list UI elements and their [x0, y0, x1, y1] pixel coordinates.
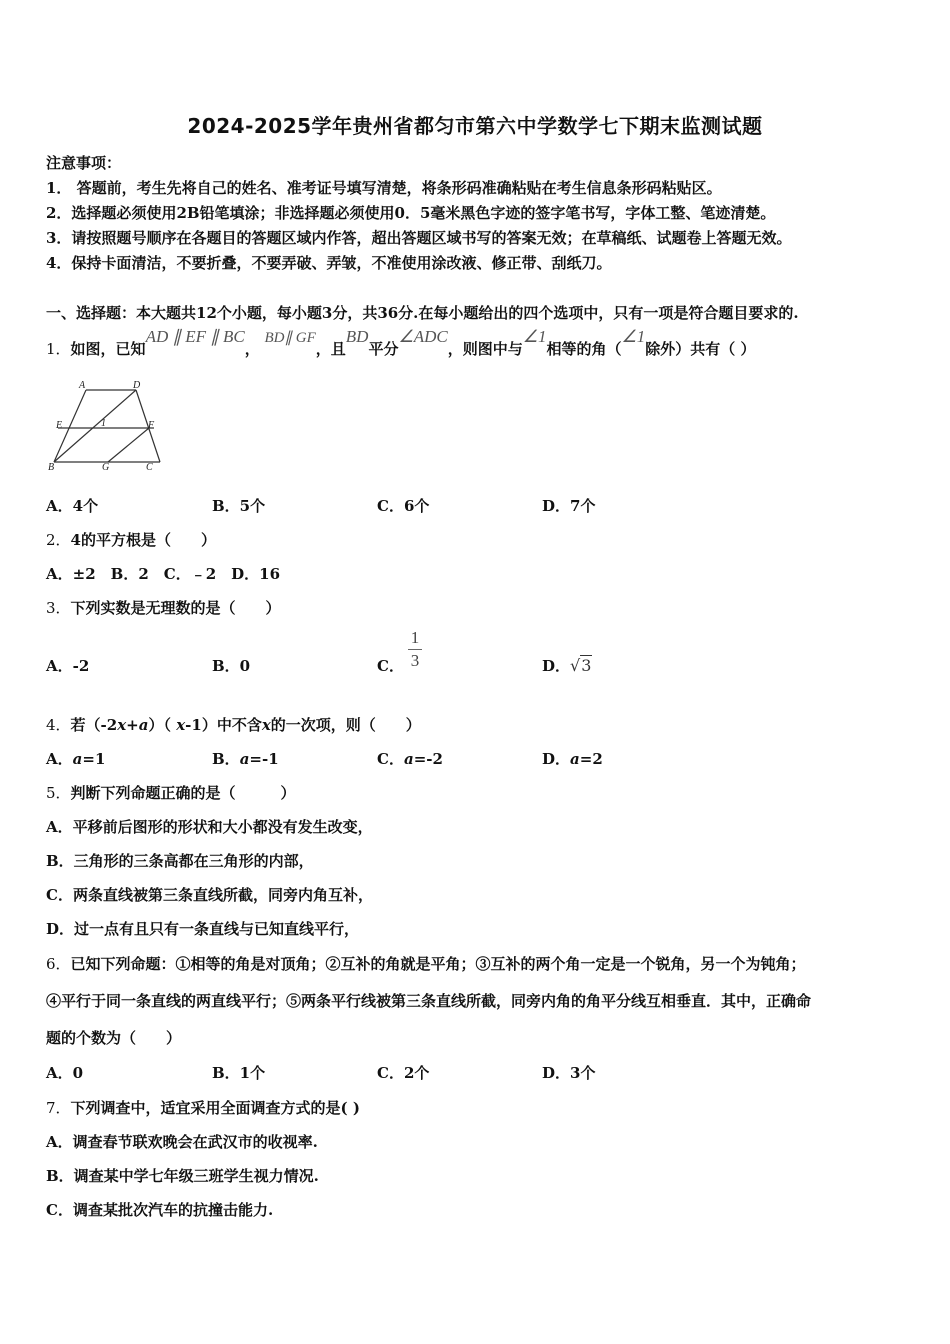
q2-options[interactable]: A．±2 B．2 C．﹣2 D．16 [46, 565, 281, 583]
note-item: 4．保持卡面清洁，不要折叠，不要弄破、弄皱，不准使用涂改液、修正带、刮纸刀。 [46, 254, 612, 272]
option-b[interactable]: B．调查某中学七年级三班学生视力情况. [46, 1167, 319, 1185]
variable: a [138, 716, 149, 734]
note-item: 1． 答题前，考生先将自己的姓名、准考证号填写清楚，将条形码准确粘贴在考生信息条形码粘贴区。 [46, 179, 722, 197]
section-heading: 一、选择题：本大题共12个小题，每小题3分，共36分.在每小题给出的四个选项中，只有一项是符合题目要求的. [46, 304, 799, 322]
option-c[interactable] [377, 748, 443, 769]
question-text: ）（ [148, 716, 177, 734]
notes-heading: 注意事项： [46, 154, 122, 172]
question-text: 的一次项，则（ ） [270, 716, 421, 734]
sqrt-radicand: 3 [581, 656, 592, 675]
math-expression: BD∥ GF [264, 330, 316, 346]
math-expression: ∠ADC [398, 327, 448, 346]
math-expression: AD ∥ EF ∥ BC [145, 327, 245, 346]
sqrt-expression: √3 [570, 656, 592, 675]
question-text: 4的平方根是（ ） [70, 531, 216, 549]
option-value: =-1 [249, 750, 279, 768]
option-d[interactable]: D．过一点有且只有一条直线与已知直线平行， [46, 920, 360, 938]
variable: a [403, 750, 414, 768]
label-g: G [102, 462, 110, 472]
note-item: 3．请按照题号顺序在各题目的答题区域内作答，超出答题区域书写的答案无效；在草稿纸、试题卷上答题无效。 [46, 229, 792, 247]
variable: a [570, 750, 580, 768]
segment-gf [108, 428, 149, 462]
math-expression: ∠1 [522, 327, 547, 346]
question-number: 1． [46, 340, 71, 358]
option-b[interactable]: B．1个 [212, 1064, 266, 1082]
option-b[interactable]: B．三角形的三条高都在三角形的内部， [46, 852, 314, 870]
option-c[interactable]: C．6个 [377, 497, 430, 515]
question-text: ， [244, 340, 260, 358]
question-number: 4． [46, 716, 71, 734]
option-label: C． [377, 657, 404, 675]
fraction-denominator: 3 [410, 651, 420, 670]
question-text: 除外）共有（ ） [645, 340, 756, 358]
question-number: 6． [46, 955, 71, 973]
question-2 [46, 529, 216, 550]
option-label: B． [212, 750, 240, 768]
question-text: 相等的角（ [546, 340, 622, 358]
question-text: 平分 [368, 340, 399, 358]
math-expression: BD [345, 327, 369, 346]
option-c[interactable]: C．两条直线被第三条直线所截，同旁内角互补， [46, 886, 373, 904]
option-d[interactable] [542, 655, 592, 676]
question-text: -1）中不含 [185, 716, 262, 734]
option-value: =1 [82, 750, 106, 768]
question-number: 2． [46, 531, 71, 549]
question-text: 下列调查中，适宜采用全面调查方式的是( ) [70, 1099, 360, 1117]
option-label: C． [377, 750, 404, 768]
variable: x [261, 716, 271, 734]
question-text: 如图，已知 [70, 340, 146, 358]
question-5 [46, 782, 296, 803]
option-value: =-2 [413, 750, 443, 768]
label-angle-1: 1 [101, 418, 106, 429]
option-a[interactable]: A．平移前后图形的形状和大小都没有发生改变， [46, 818, 373, 836]
question-6 [46, 953, 806, 974]
variable: a [239, 750, 250, 768]
fraction-numerator: 1 [408, 627, 422, 650]
question-text: ，且 [315, 340, 346, 358]
option-b[interactable] [212, 748, 279, 769]
question-3 [46, 597, 281, 618]
geometry-figure [44, 376, 170, 472]
label-c: C [146, 462, 153, 472]
option-d[interactable] [542, 748, 603, 769]
question-4 [46, 714, 421, 735]
option-b[interactable]: B．5个 [212, 497, 266, 515]
option-c[interactable]: C．2个 [377, 1064, 430, 1082]
option-c[interactable] [377, 655, 404, 676]
question-text: 已知下列命题：①相等的角是对顶角；②互补的角就是平角；③互补的两个角一定是一个锐角，另一个为钝角； [70, 955, 806, 973]
option-b[interactable]: B．0 [212, 657, 251, 675]
math-expression: ∠1 [621, 327, 646, 346]
option-a[interactable]: A．-2 [46, 657, 90, 675]
question-text: 题的个数为（ ） [46, 1029, 182, 1047]
question-text: ④平行于同一条直线的两直线平行；⑤两条平行线被第三条直线所截，同旁内角的角平分线互相垂直．其中，正确命 [46, 992, 812, 1010]
question-number: 5． [46, 784, 71, 802]
option-a[interactable] [46, 748, 105, 769]
label-b: B [48, 462, 55, 472]
question-text: + [126, 716, 139, 734]
option-d[interactable]: D．3个 [542, 1064, 596, 1082]
option-a[interactable]: A．4个 [46, 497, 99, 515]
question-number: 3． [46, 599, 71, 617]
segment-bd [54, 390, 136, 462]
note-item: 2．选择题必须使用2B铅笔填涂；非选择题必须使用0．5毫米黑色字迹的签字笔书写，字体工整、笔迹清楚。 [46, 204, 776, 222]
variable: x [117, 716, 127, 734]
option-d[interactable]: D．7个 [542, 497, 596, 515]
variable: x [176, 716, 186, 734]
option-c[interactable]: C．调查某批次汽车的抗撞击能力. [46, 1201, 274, 1219]
variable: a [72, 750, 83, 768]
option-label: D． [542, 750, 571, 768]
option-a[interactable]: A．0 [46, 1064, 84, 1082]
question-number: 7． [46, 1099, 71, 1117]
question-text: 下列实数是无理数的是（ ） [70, 599, 281, 617]
label-f: F [148, 420, 155, 431]
option-label: D． [542, 657, 571, 675]
question-text: 若（-2 [70, 716, 118, 734]
fraction-one-third [408, 627, 422, 672]
option-a[interactable]: A．调查春节联欢晚会在武汉市的收视率. [46, 1133, 318, 1151]
label-d: D [133, 380, 141, 391]
exam-title: 2024-2025学年贵州省都匀市第六中学数学七下期末监测试题 [187, 114, 763, 138]
question-text: ，则图中与 [447, 340, 523, 358]
option-value: =2 [579, 750, 603, 768]
question-7 [46, 1097, 360, 1118]
option-label: A． [46, 750, 73, 768]
label-a: A [79, 380, 86, 391]
label-e: E [56, 420, 63, 431]
question-text: 判断下列命题正确的是（ ） [70, 784, 296, 802]
question-1 [46, 327, 756, 359]
